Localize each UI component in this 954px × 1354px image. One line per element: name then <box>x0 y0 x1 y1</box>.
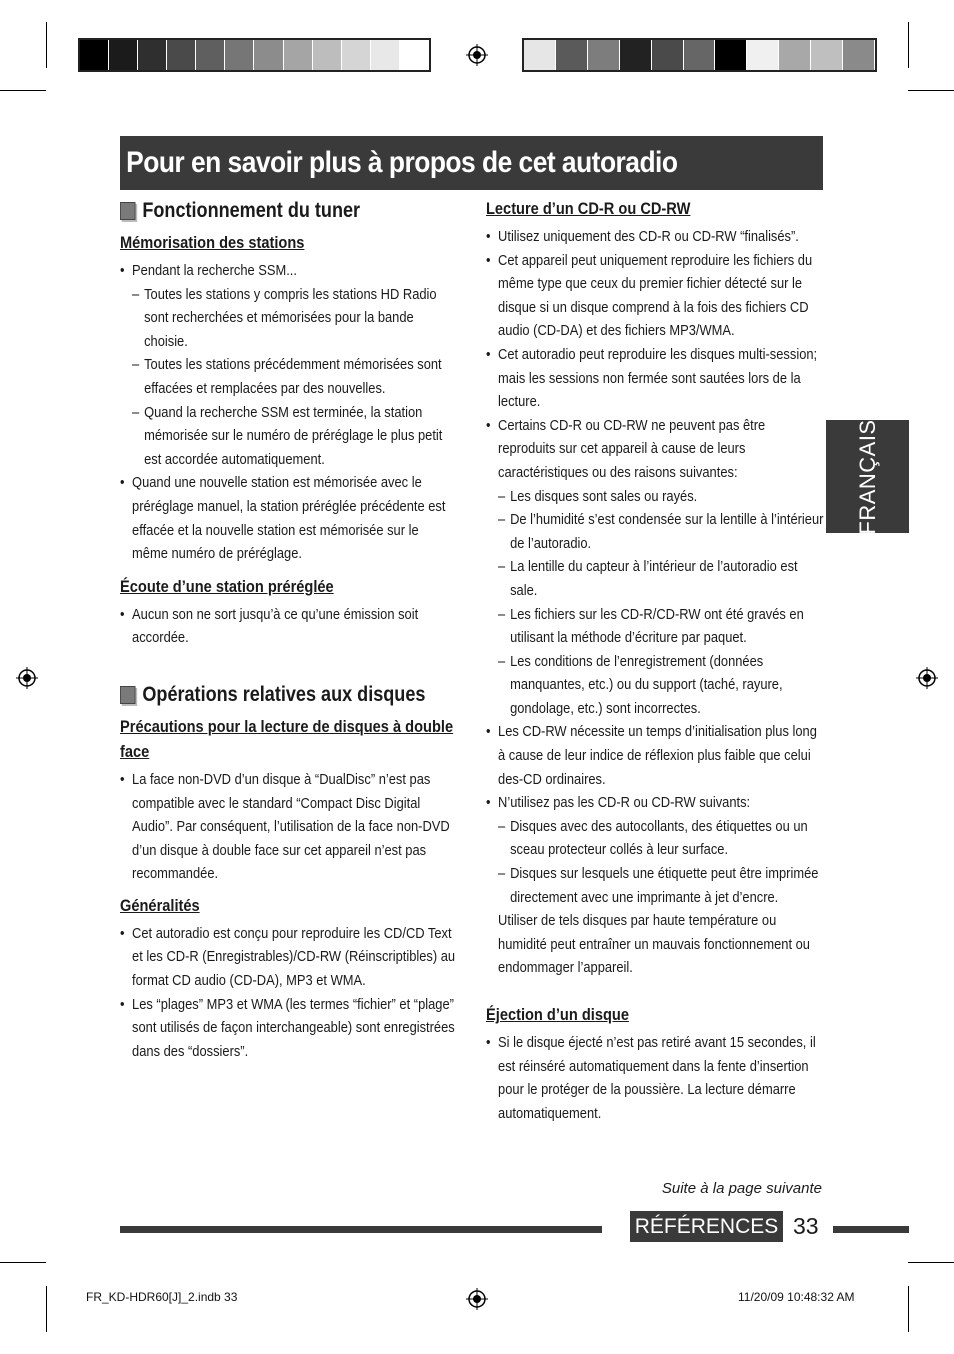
bullet-list <box>120 259 457 566</box>
crop-mark <box>908 90 954 91</box>
list-item: • Aucun son ne sort jusqu’à ce qu’une émission soit accordée. <box>120 603 457 650</box>
color-swatch <box>652 40 684 70</box>
registration-mark-icon <box>466 1288 488 1310</box>
section-heading-text: Opérations relatives aux disques <box>142 682 426 706</box>
section-heading-disques <box>120 680 457 710</box>
color-swatch <box>109 40 138 70</box>
color-swatch <box>254 40 283 70</box>
list-item: – De l’humidité s’est condensée sur la lentille à l’intérieur de l’autoradio. <box>498 508 826 555</box>
list-item: • Quand une nouvelle station est mémorisée avec le préréglage manuel, la station préréglée précédente est effacée et la nouvelle station est mémorisée sur le même numéro de préréglage. <box>120 471 457 565</box>
color-swatch <box>138 40 167 70</box>
section-heading-text: Fonctionnement du tuner <box>142 199 361 222</box>
list-item: • La face non-DVD d’un disque à “DualDisc” n’est pas compatible avec le standard “Compact Disc Digital Audio”. Par conséquent, l’utilisation de la face non-DVD d’un disque à double face sur cet appareil n’est pas recommandée. <box>120 768 457 886</box>
page-number: 33 <box>793 1213 819 1239</box>
bullet-list <box>120 603 457 650</box>
dash-list <box>498 485 826 721</box>
page-title: Pour en savoir plus à propos de cet autoradio <box>126 146 678 179</box>
list-item: • Les “plages” MP3 et WMA (les termes “fichier” et “plage” sont utilisés de façon interchangeable) sont enregistrées dans des “dossiers”. <box>120 993 457 1064</box>
color-swatch <box>779 40 811 70</box>
crop-mark <box>0 90 46 91</box>
dash-list <box>132 283 457 472</box>
note-text: Utiliser de tels disques par haute température ou humidité peut entraîner un mauvais fonctionnement ou endommager l’appareil. <box>498 912 810 977</box>
title-bar <box>120 136 823 190</box>
section-label: RÉFÉRENCES <box>630 1211 783 1242</box>
crop-mark <box>46 22 47 68</box>
subheading-ecoute: Écoute d’une station préréglée <box>120 576 334 596</box>
list-item: • Les CD-RW nécessite un temps d’initialisation plus long à cause de leur indice de réflexion plus faible que celui des-CD ordinaires. <box>486 720 826 791</box>
bullet-list <box>486 225 826 980</box>
subheading-precautions: Précautions pour la lecture de disques à double face <box>120 716 454 761</box>
right-column <box>486 196 826 1125</box>
list-item <box>486 791 826 980</box>
left-column <box>120 196 457 1063</box>
bullet-list <box>120 922 457 1064</box>
square-bullet-icon <box>120 202 135 220</box>
footer-bar-left <box>120 1226 602 1233</box>
list-item: • Cet autoradio peut reproduire les disques multi-session; mais les sessions non fermée sont sautées lors de la lecture. <box>486 343 826 414</box>
color-bar-right <box>522 38 877 72</box>
color-swatch <box>80 40 109 70</box>
color-swatch <box>843 40 875 70</box>
color-swatch <box>167 40 196 70</box>
color-swatch <box>342 40 371 70</box>
list-item: – Disques sur lesquels une étiquette peut être imprimée directement avec une imprimante à jet d’encre. <box>498 862 826 909</box>
list-item: • Utilisez uniquement des CD-R ou CD-RW “finalisés”. <box>486 225 826 249</box>
registration-mark-icon <box>16 667 38 689</box>
color-swatch <box>715 40 747 70</box>
color-swatch <box>284 40 313 70</box>
list-item: – Toutes les stations précédemment mémorisées sont effacées et remplacées par des nouvelles. <box>132 353 457 400</box>
language-tab <box>826 420 909 533</box>
color-swatch <box>524 40 556 70</box>
color-swatch <box>747 40 779 70</box>
crop-mark <box>908 1286 909 1332</box>
list-item: • Cet autoradio est conçu pour reproduire les CD/CD Text et les CD-R (Enregistrables)/CD-RW (Réinscriptibles) au format CD audio (CD-DA), MP3 et WMA. <box>120 922 457 993</box>
footer-bar-right <box>833 1226 909 1233</box>
list-item: – La lentille du capteur à l’intérieur de l’autoradio est sale. <box>498 555 826 602</box>
color-swatch <box>371 40 400 70</box>
list-item: – Toutes les stations y compris les stations HD Radio sont recherchées et mémorisées pour la bande choisie. <box>132 283 457 354</box>
list-item: – Quand la recherche SSM est terminée, la station mémorisée sur le numéro de préréglage le plus petit est accordée automatiquement. <box>132 401 457 472</box>
color-swatch <box>620 40 652 70</box>
list-item: – Les disques sont sales ou rayés. <box>498 485 826 509</box>
list-item: – Disques avec des autocollants, des étiquettes ou un sceau protecteur collés à leur surface. <box>498 815 826 862</box>
continued-note: Suite à la page suivante <box>661 1180 822 1197</box>
color-swatch <box>196 40 225 70</box>
color-swatch <box>400 40 429 70</box>
slug-date: 11/20/09 10:48:32 AM <box>738 1290 855 1304</box>
dash-list <box>498 815 826 909</box>
crop-mark <box>908 22 909 68</box>
slug-file: FR_KD-HDR60[J]_2.indb 33 <box>86 1290 238 1304</box>
list-item: – Les conditions de l’enregistrement (données manquantes, etc.) ou du support (taché, rayure, gondolage, etc.) sont incorrectes. <box>498 650 826 721</box>
registration-mark-icon <box>466 44 488 66</box>
subheading-ejection: Éjection d’un disque <box>486 1005 629 1024</box>
square-bullet-icon <box>120 686 135 704</box>
color-swatch <box>313 40 342 70</box>
subheading-generalites: Généralités <box>120 895 200 915</box>
color-swatch <box>684 40 716 70</box>
list-item: – Les fichiers sur les CD-R/CD-RW ont été gravés en utilisant la méthode d’écriture par paquet. <box>498 603 826 650</box>
list-item <box>486 414 826 721</box>
section-heading-tuner <box>120 196 457 226</box>
list-item-text: N’utilisez pas les CD-R ou CD-RW suivants: <box>498 794 751 812</box>
color-swatch <box>225 40 254 70</box>
color-swatch <box>811 40 843 70</box>
color-swatch <box>556 40 588 70</box>
crop-mark <box>908 1262 954 1263</box>
list-item <box>120 259 457 471</box>
subheading-memorisation: Mémorisation des stations <box>120 233 305 252</box>
list-item: • Si le disque éjecté n’est pas retiré avant 15 secondes, il est réinséré automatiquement dans la fente d’insertion pour le protéger de la poussière. La lecture démarre automatiquement. <box>486 1031 826 1125</box>
language-tab-label: FRANÇAIS <box>854 418 880 535</box>
subheading-lecture: Lecture d’un CD-R ou CD-RW <box>486 199 691 218</box>
list-item: • Cet appareil peut uniquement reproduire les fichiers du même type que ceux du premier fichier détecté sur le disque si un disque comprend à la fois des fichiers CD audio (CD-DA) et des fichiers MP3/WMA. <box>486 249 826 343</box>
bullet-list <box>120 768 457 886</box>
color-swatch <box>588 40 620 70</box>
crop-mark <box>0 1262 46 1263</box>
color-bar-left <box>78 38 431 72</box>
crop-mark <box>46 1286 47 1332</box>
bullet-list <box>486 1031 826 1125</box>
list-item-text: Certains CD-R ou CD-RW ne peuvent pas être reproduits sur cet appareil à cause de leurs caractéristiques ou des raisons suivantes: <box>498 416 766 481</box>
list-item-text: Pendant la recherche SSM... <box>132 262 297 279</box>
registration-mark-icon <box>916 667 938 689</box>
